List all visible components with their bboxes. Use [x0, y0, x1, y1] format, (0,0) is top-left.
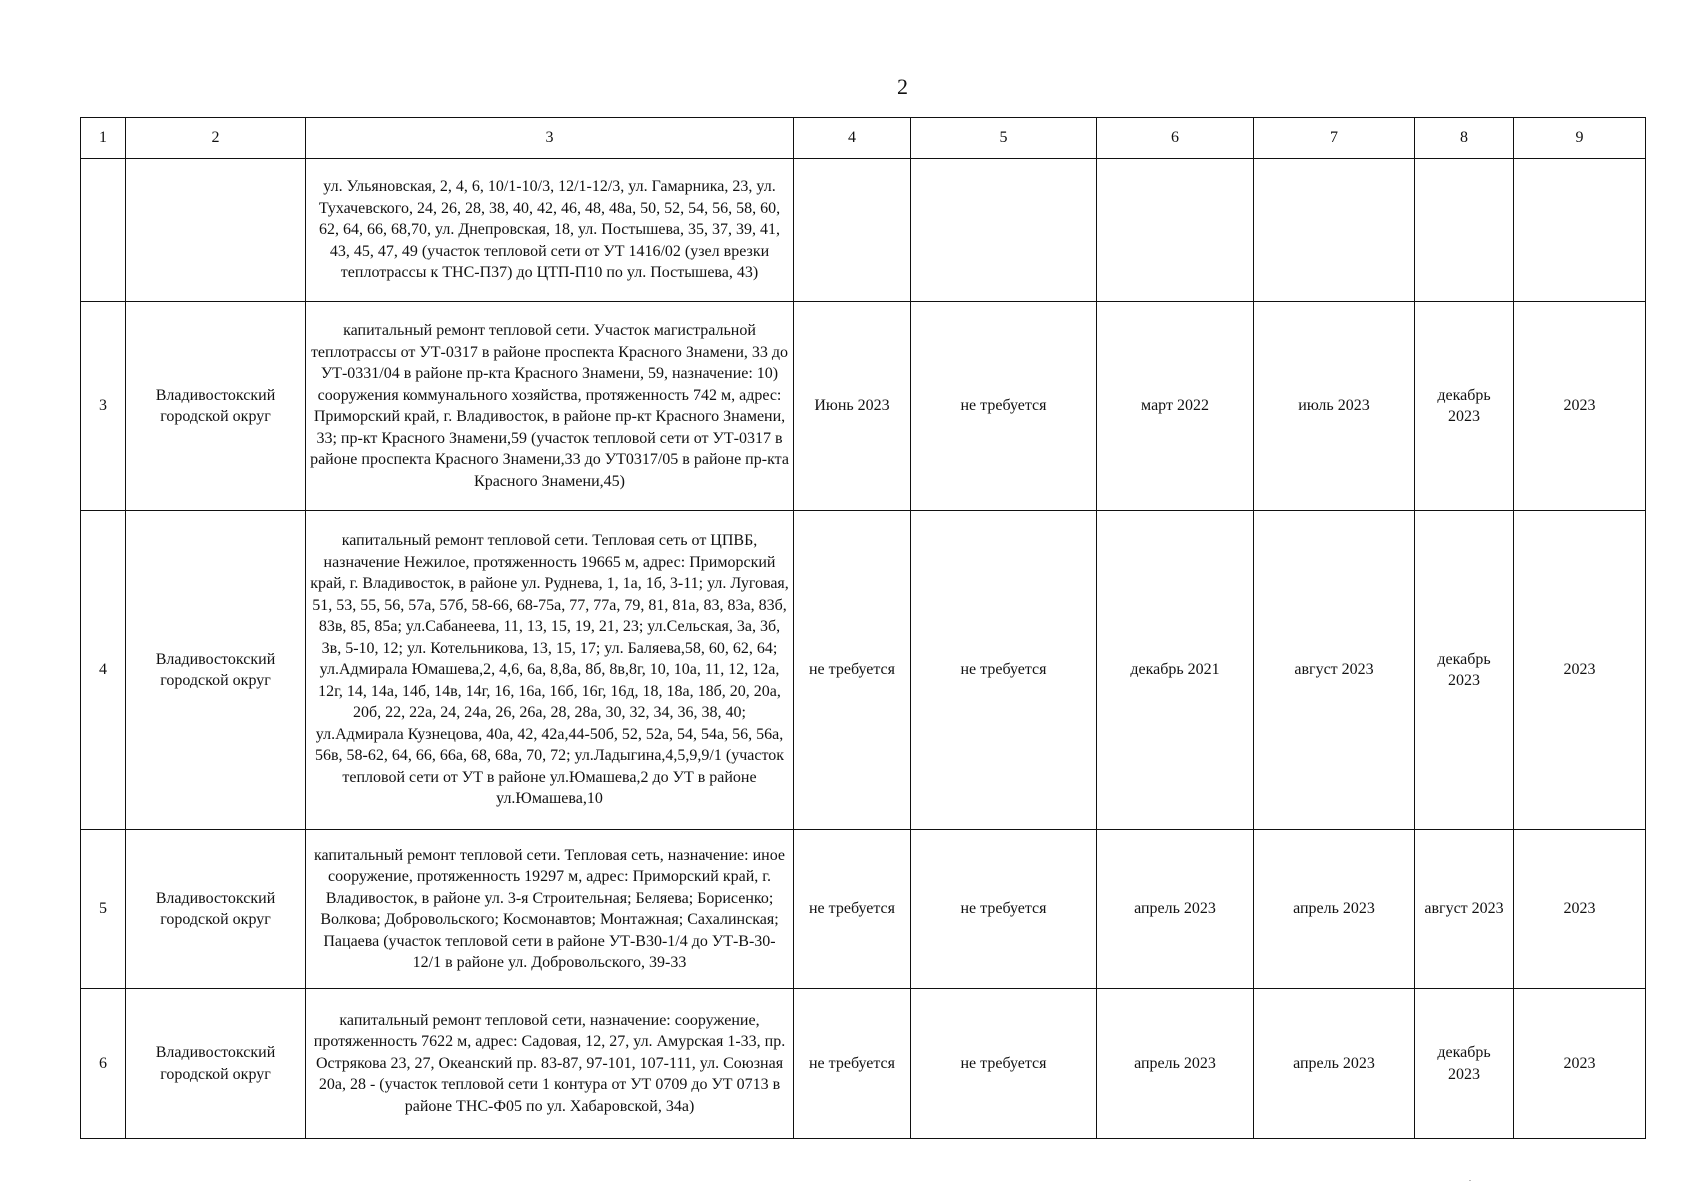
- scan-artifact: [1469, 1180, 1471, 1181]
- cell-col4: не требуется: [794, 830, 911, 989]
- cell-col8: [1415, 159, 1514, 302]
- cell-col9: 2023: [1514, 830, 1646, 989]
- cell-col9: 2023: [1514, 511, 1646, 830]
- table-row: [81, 830, 1646, 989]
- cell-col7: апрель 2023: [1254, 989, 1415, 1139]
- cell-col5: не требуется: [911, 830, 1097, 989]
- repair-schedule-table: [80, 117, 1646, 1139]
- municipality: Владивостокский городской округ: [126, 511, 306, 830]
- cell-col9: 2023: [1514, 989, 1646, 1139]
- cell-col4: не требуется: [794, 511, 911, 830]
- cell-col8: август 2023: [1415, 830, 1514, 989]
- cell-col6: март 2022: [1097, 302, 1254, 511]
- header-cell-3: 3: [306, 118, 794, 159]
- object-description: капитальный ремонт тепловой сети. Участок магистральной теплотрассы от УТ-0317 в районе проспекта Красного Знамени, 33 до УТ-0331/04 в районе пр-кта Красного Знамени, 59, назначение: 10) сооружения коммунального хозяйства, протяженность 742 м, адрес: Приморский край, г. Владивосток, в районе пр-кт Красного Знамени, 33; пр-кт Красного Знамени,59 (участок тепловой сети от УТ-0317 в районе проспекта Красного Знамени,33 до УТ0317/05 в районе пр-кта Красного Знамени,45): [306, 302, 794, 511]
- municipality: [126, 159, 306, 302]
- municipality: Владивостокский городской округ: [126, 830, 306, 989]
- municipality: Владивостокский городской округ: [126, 302, 306, 511]
- header-cell-9: 9: [1514, 118, 1646, 159]
- object-description: капитальный ремонт тепловой сети, назначение: сооружение, протяженность 7622 м, адрес: Садовая, 12, 27, ул. Амурская 1-33, пр. Острякова 23, 27, Океанский пр. 83-87, 97-101, 107-111, ул. Союзная 20а, 28 - (участок тепловой сети 1 контура от УТ 0709 до УТ 0713 в районе ТНС-Ф05 по ул. Хабаровской, 34а): [306, 989, 794, 1139]
- row-number: 3: [81, 302, 126, 511]
- header-cell-5: 5: [911, 118, 1097, 159]
- cell-col7: август 2023: [1254, 511, 1415, 830]
- table-row: [81, 989, 1646, 1139]
- row-number: 5: [81, 830, 126, 989]
- cell-col5: [911, 159, 1097, 302]
- cell-col6: [1097, 159, 1254, 302]
- cell-col5: не требуется: [911, 989, 1097, 1139]
- cell-col7: июль 2023: [1254, 302, 1415, 511]
- cell-col6: декабрь 2021: [1097, 511, 1254, 830]
- cell-col5: не требуется: [911, 511, 1097, 830]
- cell-col6: апрель 2023: [1097, 989, 1254, 1139]
- table-row: [81, 511, 1646, 830]
- row-number: [81, 159, 126, 302]
- object-description: ул. Ульяновская, 2, 4, 6, 10/1-10/3, 12/1-12/3, ул. Гамарника, 23, ул. Тухачевского, 24, 26, 28, 38, 40, 42, 46, 48, 48а, 50, 52, 54, 56, 58, 60, 62, 64, 66, 68,70, ул. Днепровская, 18, ул. Постышева, 35, 37, 39, 41, 43, 45, 47, 49 (участок тепловой сети от УТ 1416/02 (узел врезки теплотрассы к ТНС-П37) до ЦТП-П10 по ул. Постышева, 43): [306, 159, 794, 302]
- municipality: Владивостокский городской округ: [126, 989, 306, 1139]
- header-row: [81, 118, 1646, 159]
- cell-col7: [1254, 159, 1415, 302]
- row-number: 6: [81, 989, 126, 1139]
- cell-col4: Июнь 2023: [794, 302, 911, 511]
- header-cell-6: 6: [1097, 118, 1254, 159]
- header-cell-4: 4: [794, 118, 911, 159]
- cell-col7: апрель 2023: [1254, 830, 1415, 989]
- header-cell-7: 7: [1254, 118, 1415, 159]
- header-cell-8: 8: [1415, 118, 1514, 159]
- table-row: [81, 302, 1646, 511]
- cell-col5: не требуется: [911, 302, 1097, 511]
- cell-col9: [1514, 159, 1646, 302]
- table-row: [81, 159, 1646, 302]
- cell-col9: 2023: [1514, 302, 1646, 511]
- cell-col6: апрель 2023: [1097, 830, 1254, 989]
- cell-col4: не требуется: [794, 989, 911, 1139]
- object-description: капитальный ремонт тепловой сети. Тепловая сеть от ЦПВБ, назначение Нежилое, протяженность 19665 м, адрес: Приморский край, г. Владивосток, в районе ул. Руднева, 1, 1а, 1б, 3-11; ул. Луговая, 51, 53, 55, 56, 57а, 57б, 58-66, 68-75а, 77, 77а, 79, 81, 81а, 83, 83а, 83б, 83в, 85, 85а; ул.Сабанеева, 11, 13, 15, 19, 21, 23; ул.Сельская, 3а, 3б, 3в, 5-10, 12; ул. Котельникова, 13, 15, 17; ул. Баляева,58, 60, 62, 64; ул.Адмирала Юмашева,2, 4,6, 6а, 8,8а, 8б, 8в,8г, 10, 10а, 11, 12, 12а, 12г, 14, 14а, 14б, 14в, 14г, 16, 16а, 16б, 16г, 16д, 18, 18а, 18б, 20, 20а, 20б, 22, 22а, 24, 24а, 26, 26а, 28, 28а, 30, 32, 34, 36, 38, 40; ул.Адмирала Кузнецова, 40а, 42, 42а,44-50б, 52, 52а, 54, 54а, 56, 56а, 56в, 58-62, 64, 66, 66а, 68, 68а, 70, 72; ул.Ладыгина,4,5,9,9/1 (участок тепловой сети от УТ в районе ул.Юмашева,2 до УТ в районе ул.Юмашева,10: [306, 511, 794, 830]
- cell-col4: [794, 159, 911, 302]
- row-number: 4: [81, 511, 126, 830]
- cell-col8: декабрь 2023: [1415, 511, 1514, 830]
- cell-col8: декабрь 2023: [1415, 302, 1514, 511]
- cell-col8: декабрь 2023: [1415, 989, 1514, 1139]
- page-number: 2: [897, 74, 908, 99]
- header-cell-1: 1: [81, 118, 126, 159]
- header-cell-2: 2: [126, 118, 306, 159]
- object-description: капитальный ремонт тепловой сети. Тепловая сеть, назначение: иное сооружение, протяженность 19297 м, адрес: Приморский край, г. Владивосток, в районе ул. 3-я Строительная; Беляева; Борисенко; Волкова; Добровольского; Космонавтов; Монтажная; Сахалинская; Пацаева (участок тепловой сети в районе УТ-В30-1/4 до УТ-В-30-12/1 в районе ул. Добровольского, 39-33: [306, 830, 794, 989]
